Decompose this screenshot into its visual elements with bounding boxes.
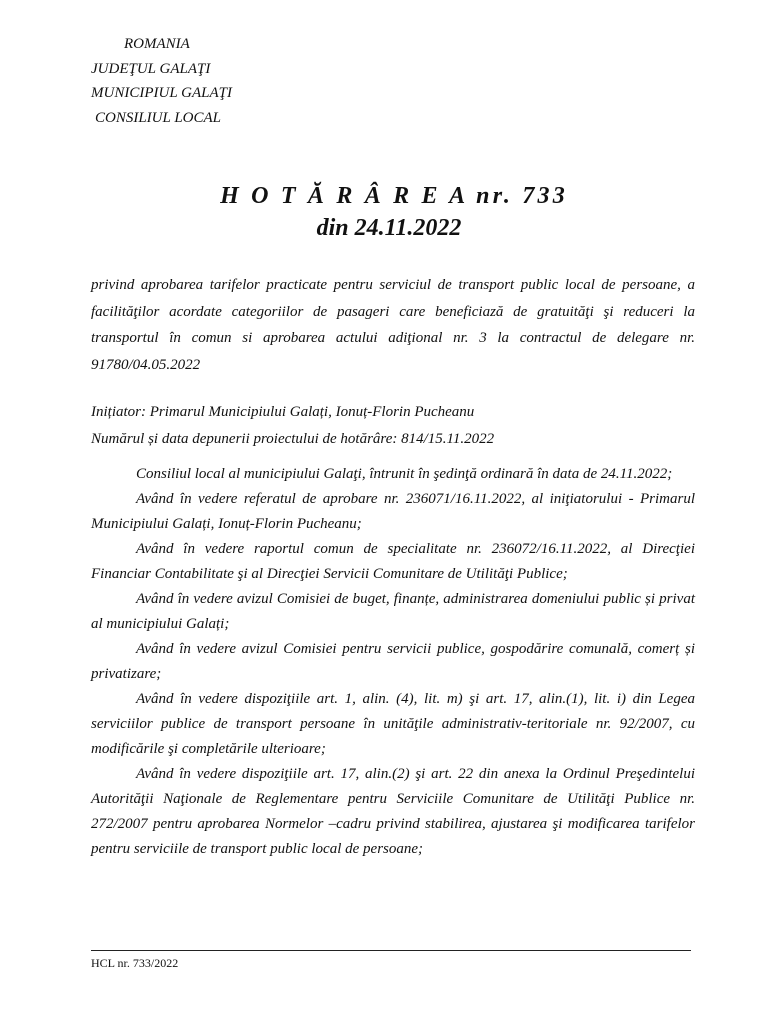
footer-reference: HCL nr. 733/2022 [91, 956, 179, 970]
preamble-paragraph: Având în vedere dispoziţiile art. 1, alin. (4), lit. m) şi art. 17, alin.(1), lit. i) din Legea serviciilor publice de transport persoane în unităţile administrativ-teritoriale nr. 92/2007, cu modificările şi completările ulterioare; [91, 691, 695, 757]
preamble-paragraph: Având în vedere avizul Comisiei pentru servicii publice, gospodărire comunală, comerț și privatizare; [91, 641, 695, 682]
initiator-line: Inițiator: Primarul Municipiului Galați, Ionuț-Florin Pucheanu [91, 404, 475, 420]
issuer-header [91, 32, 232, 130]
preamble-paragraph: Consiliul local al municipiului Galaţi, întrunit în şedinţă ordinară în data de 24.11.2022; [136, 466, 673, 482]
decision-date: din 24.11.2022 [316, 215, 462, 241]
preamble [91, 462, 695, 862]
preamble-paragraph: Având în vedere raportul comun de specialitate nr. 236072/16.11.2022, al Direcţiei Financiar Contabilitate şi al Direcţiei Servicii Comunitare de Utilităţi Publice; [91, 541, 695, 582]
preamble-paragraph: Având în vedere avizul Comisiei de buget, finanțe, administrarea domeniului public și privat al municipiului Galați; [91, 591, 695, 632]
decision-number: H O T Ă R Â R E A nr. 733 [220, 183, 568, 209]
header-country: ROMANIA [124, 36, 190, 52]
header-municipality: MUNICIPIUL GALAŢI [91, 85, 232, 101]
preamble-paragraph: Având în vedere dispoziţiile art. 17, alin.(2) şi art. 22 din anexa la Ordinul Preşedintelui Autorităţii Naţionale de Reglementare pentru Serviciile Comunitare de Utilităţi Publice nr. 272/2007 pentru aprobarea Normelor –cadru privind stabilirea, ajustarea şi modificarea tarifelor pentru serviciile de transport public local de persoane; [91, 766, 695, 857]
decision-subject: privind aprobarea tarifelor practicate pentru serviciul de transport public local de persoane, a facilităţilor acordate categoriilor de pasageri care beneficiază de gratuităţi şi reduceri la transportul în comun si aprobarea actului adiţional nr. 3 la contractul de delegare nr. 91780/04.05.2022 [91, 277, 695, 373]
header-county: JUDEŢUL GALAŢI [91, 60, 211, 77]
header-council: CONSILIUL LOCAL [95, 109, 222, 126]
decision-title [0, 180, 768, 244]
initiator-block [91, 399, 695, 452]
footer-divider [91, 950, 691, 951]
submission-line: Numărul și data depunerii proiectului de hotărâre: 814/15.11.2022 [91, 430, 495, 447]
preamble-paragraph: Având în vedere referatul de aprobare nr. 236071/16.11.2022, al iniţiatorului - Primarul Municipiului Galați, Ionuț-Florin Pucheanu; [91, 491, 695, 532]
